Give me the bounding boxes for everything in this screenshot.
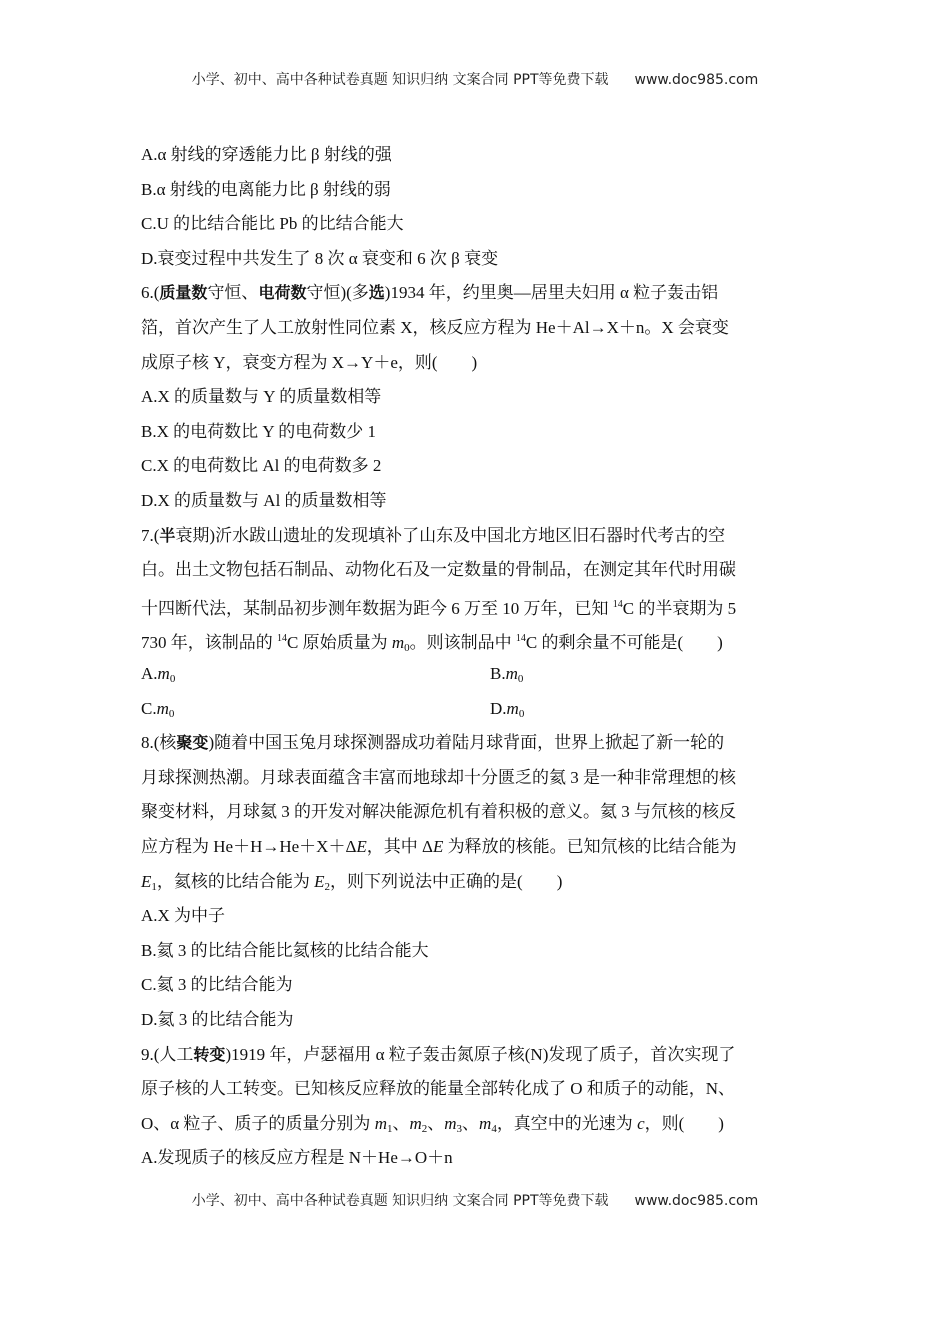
text-segment: 14 <box>515 633 526 645</box>
text-segment: E <box>314 871 325 891</box>
text-segment: 1 <box>386 1122 393 1135</box>
text-segment: 0 <box>404 642 410 655</box>
text-segment: A. <box>141 664 158 683</box>
text-segment: 2 <box>324 880 331 893</box>
text-segment: D. <box>490 698 507 718</box>
text-line <box>141 1077 735 1101</box>
text-segment: 为释放的核能。已知氘核的比结合能为 <box>443 837 737 856</box>
option-right-column <box>490 662 523 691</box>
text-line <box>141 524 725 548</box>
text-line <box>141 489 387 513</box>
text-segment: 14 <box>612 598 623 610</box>
text-segment: 应方程为 He＋H→He＋X＋Δ <box>141 837 357 856</box>
text-segment: B.α 射线的电离能力比 β 射线的弱 <box>141 179 391 199</box>
text-segment: 1 <box>151 880 157 893</box>
option-right-column <box>490 697 524 726</box>
text-segment: 6.( <box>141 283 160 303</box>
text-segment: O、α 粒子、质子的质量分别为 <box>141 1113 375 1133</box>
text-segment: c <box>637 1113 645 1133</box>
text-segment: m <box>374 1113 387 1133</box>
text-segment: 。则该制品中 <box>409 633 516 653</box>
header-url[interactable]: www.doc985.com <box>634 72 759 88</box>
text-segment: 原子核的人工转变。已知核反应释放的能量全部转化成了 O 和质子的动能，N、 <box>141 1079 736 1099</box>
text-line <box>141 731 724 755</box>
text-segment: D.X 的质量数与 Al 的质量数相等 <box>141 491 387 510</box>
text-line <box>141 178 391 202</box>
text-segment: 0 <box>169 673 176 685</box>
text-segment: 8.(核 <box>141 733 177 753</box>
text-segment: )1934 年，约里奥—居里夫妇用 α 粒子轰击铝 <box>384 283 719 303</box>
text-segment: ，其中 Δ <box>366 837 433 856</box>
text-segment: m <box>157 664 170 683</box>
text-line <box>141 247 498 271</box>
text-line <box>141 870 562 899</box>
text-segment: 、 <box>427 1113 445 1133</box>
text-segment: 聚变 <box>176 733 209 753</box>
text-segment: 14 <box>277 633 287 645</box>
text-line <box>141 697 525 726</box>
text-segment: m <box>409 1113 422 1133</box>
text-segment: ，则下列说法中正确的是( ) <box>330 871 563 891</box>
text-segment: 0 <box>517 673 524 685</box>
text-segment: 箔，首次产生了人工放射性同位素 X，核反应方程为 He＋Al→X＋n。X 会衰变 <box>141 318 729 337</box>
text-line <box>141 1043 735 1067</box>
text-line <box>141 939 429 963</box>
text-line <box>141 662 524 691</box>
text-segment: ，氦核的比结合能为 <box>156 871 315 891</box>
text-segment: 成原子核 Y，衰变方程为 X→Y＋e，则( ) <box>141 352 478 372</box>
text-segment: C 的剩余量不可能是( ) <box>525 633 723 653</box>
text-line <box>141 1112 724 1141</box>
footer-url[interactable]: www.doc985.com <box>634 1193 759 1209</box>
text-segment: )随着中国玉兔月球探测器成功着陆月球背面，世界上掀起了新一轮的 <box>208 733 725 753</box>
text-segment: C.U 的比结合能比 Pb 的比结合能大 <box>141 214 404 234</box>
text-segment: 0 <box>168 707 175 720</box>
text-segment: 选 <box>368 283 385 303</box>
text-segment: m <box>156 698 169 718</box>
text-segment: 半 <box>159 525 176 545</box>
text-line <box>141 316 729 340</box>
text-segment: 0 <box>518 707 525 720</box>
text-segment: C.氦 3 的比结合能为 <box>141 975 293 995</box>
text-line <box>141 766 736 790</box>
text-segment: C.X 的电荷数比 Al 的电荷数多 2 <box>141 456 382 476</box>
text-line <box>141 904 225 928</box>
text-segment: 衰期)沂水跋山遗址的发现填补了山东及中国北方地区旧石器时代考古的空 <box>175 525 726 545</box>
text-line <box>141 835 737 859</box>
text-segment: )1919 年，卢瑟福用 α 粒子轰击氮原子核(N)发现了质子，首次实现了 <box>225 1044 736 1064</box>
header-text: 小学、初中、高中各种试卷真题 知识归纳 文案合同 PPT等免费下载 <box>191 72 609 88</box>
text-line <box>141 800 736 824</box>
text-segment: 4 <box>491 1122 497 1135</box>
text-line <box>141 627 723 660</box>
text-segment: m <box>506 698 519 718</box>
text-segment: E <box>356 837 367 856</box>
text-segment: m <box>391 633 405 653</box>
text-segment: 转变 <box>193 1044 226 1064</box>
text-segment: 3 <box>456 1122 463 1135</box>
text-segment: 、 <box>392 1113 410 1133</box>
text-segment: 9.(人工 <box>141 1044 194 1064</box>
text-segment: A.X 为中子 <box>141 906 226 926</box>
text-segment: ，真空中的光速为 <box>496 1113 638 1133</box>
text-segment: 730 年，该制品的 <box>141 633 277 653</box>
text-line <box>141 351 477 375</box>
text-segment: A.发现质子的核反应方程是 N＋He→O＋n <box>141 1148 453 1168</box>
text-segment: 、 <box>462 1113 480 1133</box>
text-segment: 月球探测热潮。月球表面蕴含丰富而地球却十分匮乏的氦 3 是一种非常理想的核 <box>141 767 736 787</box>
text-segment: 7.( <box>141 525 160 545</box>
text-segment: ，则( ) <box>644 1113 724 1133</box>
text-line <box>141 281 718 305</box>
text-segment: C 原始质量为 <box>287 633 392 653</box>
text-segment: D.氦 3 的比结合能为 <box>141 1010 294 1029</box>
text-line <box>141 143 392 167</box>
text-segment: B.氦 3 的比结合能比氦核的比结合能大 <box>141 940 429 960</box>
text-segment: 白。出土文物包括石制品、动物化石及一定数量的骨制品，在测定其年代时用碳 <box>141 560 736 580</box>
page-header <box>0 69 950 89</box>
text-line <box>141 593 736 621</box>
text-segment: 守恒)(多 <box>306 283 369 303</box>
text-segment: 聚变材料，月球氦 3 的开发对解决能源危机有着积极的意义。氦 3 与氘核的核反 <box>141 802 736 822</box>
text-segment: 十四断代法，某制品初步测年数据为距今 6 万至 10 万年，已知 <box>141 598 613 618</box>
text-line <box>141 1146 453 1170</box>
text-segment: E <box>141 871 152 891</box>
footer-text: 小学、初中、高中各种试卷真题 知识归纳 文案合同 PPT等免费下载 <box>191 1193 609 1209</box>
text-segment: 电荷数 <box>258 283 307 303</box>
text-segment: D.衰变过程中共发生了 8 次 α 衰变和 6 次 β 衰变 <box>141 248 499 268</box>
text-segment: 质量数 <box>159 283 208 303</box>
text-segment: m <box>479 1113 492 1133</box>
text-segment: m <box>444 1113 457 1133</box>
text-segment: 2 <box>421 1122 428 1135</box>
text-segment: B.X 的电荷数比 Y 的电荷数少 1 <box>141 421 377 441</box>
text-line <box>141 420 376 444</box>
text-line <box>141 385 381 409</box>
text-line <box>141 558 736 582</box>
text-line <box>141 1008 294 1032</box>
text-segment: A.X 的质量数与 Y 的质量数相等 <box>141 387 382 407</box>
text-segment: E <box>432 837 444 856</box>
text-segment: C. <box>141 698 157 718</box>
text-line <box>141 454 381 478</box>
text-segment: m <box>505 664 518 683</box>
text-line <box>141 973 293 997</box>
text-segment: B. <box>490 664 506 683</box>
text-segment: C 的半衰期为 5 <box>622 598 737 618</box>
page-footer <box>0 1190 950 1210</box>
text-line <box>141 212 404 236</box>
text-segment: A.α 射线的穿透能力比 β 射线的强 <box>141 145 392 164</box>
text-segment: 守恒、 <box>207 283 259 303</box>
